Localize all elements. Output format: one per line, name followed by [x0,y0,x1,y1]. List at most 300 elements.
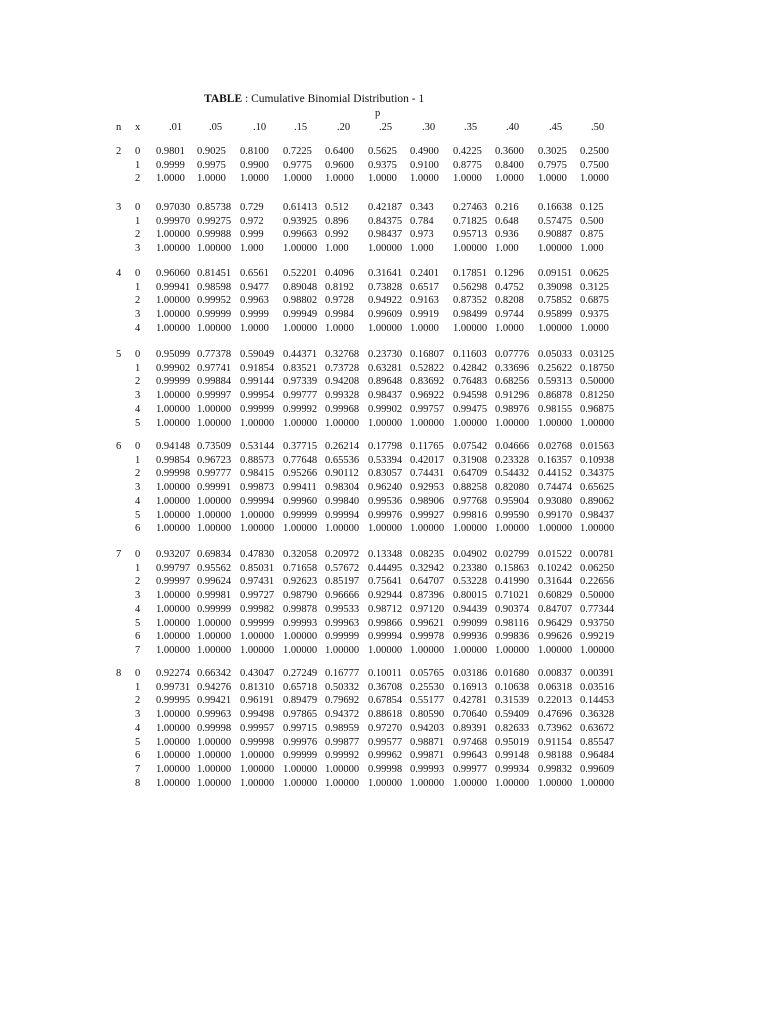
x-value: 8 [135,777,141,789]
x-value: 0 [135,146,141,157]
table-cell: 0.90112 [325,468,359,480]
table-cell: 0.99757 [410,403,445,415]
table-cell: 0.94203 [410,722,445,734]
table-cell: 0.10638 [495,681,530,693]
table-cell: 0.50332 [325,681,360,693]
table-cell: 0.784 [410,215,434,227]
table-cell: 0.9963 [240,295,269,307]
table-cell: 0.99994 [368,631,403,643]
table-cell: 0.973 [410,229,434,241]
table-cell: 0.99999 [197,603,232,615]
table-cell: 0.98976 [495,403,530,415]
table-cell: 0.98437 [368,229,403,241]
table-cell: 0.99941 [156,281,191,293]
table-cell: 0.99998 [240,736,275,748]
table-cell: 0.88573 [240,454,275,466]
table-cell: 0.4900 [410,146,439,157]
n-value: 7 [116,549,122,560]
x-value: 2 [135,376,141,388]
x-value: 0 [135,549,141,560]
table-cell: 1.0000 [453,173,482,185]
table-cell: 0.82633 [495,722,530,734]
table-cell: 0.992 [325,229,349,241]
table-cell: 0.96060 [156,268,191,279]
table-cell: 0.99275 [197,215,232,227]
table-title-label: TABLE [204,93,243,105]
table-cell: 0.972 [240,215,264,227]
header-p-9: .45 [549,122,563,133]
table-cell: 1.00000 [368,644,403,656]
table-cell: 0.81250 [580,390,615,402]
table-cell: 0.97030 [156,202,191,213]
x-value: 4 [135,722,141,734]
table-cell: 0.99866 [368,617,403,629]
table-cell: 0.05033 [538,349,573,360]
table-cell: 0.99873 [240,482,275,494]
table-cell: 0.99976 [283,736,318,748]
table-cell: 0.03516 [580,681,615,693]
table-cell: 0.99411 [283,482,317,494]
table-cell: 0.99988 [197,229,232,241]
table-cell: 0.6517 [410,281,439,293]
table-cell: 1.00000 [156,482,191,494]
table-cell: 1.00000 [580,777,615,789]
table-cell: 0.99902 [368,403,403,415]
table-cell: 0.99836 [495,631,530,643]
table-cell: 0.42781 [453,695,488,707]
table-cell: 0.8192 [325,281,354,293]
table-title-text: : Cumulative Binomial Distribution - 1 [242,93,425,105]
table-cell: 0.73509 [197,441,232,452]
table-cell: 0.99902 [156,362,191,374]
table-cell: 1.00000 [156,403,191,415]
table-cell: 0.9744 [495,309,524,321]
table-cell: 0.77378 [197,349,232,360]
table-cell: 1.00000 [156,590,191,602]
table-cell: 1.00000 [453,777,488,789]
table-cell: 1.00000 [410,417,445,429]
table-cell: 0.01522 [538,549,573,560]
table-cell: 0.80590 [410,709,445,721]
table-cell: 0.875 [580,229,604,241]
table-cell: 0.2500 [580,146,609,157]
table-cell: 0.512 [325,202,349,213]
table-cell: 0.216 [495,202,519,213]
table-cell: 0.05765 [410,668,445,679]
table-cell: 1.00000 [538,417,573,429]
table-cell: 1.00000 [495,523,530,535]
table-cell: 0.96484 [580,750,615,762]
table-cell: 0.99978 [410,631,445,643]
x-value: 7 [135,644,141,656]
x-value: 4 [135,603,141,615]
table-cell: 1.00000 [368,243,403,255]
table-cell: 0.39098 [538,281,573,293]
table-cell: 0.17851 [453,268,488,279]
table-cell: 0.91296 [495,390,530,402]
table-cell: 0.99949 [283,309,318,321]
table-cell: 1.00000 [495,644,530,656]
table-cell: 0.98871 [410,736,445,748]
table-cell: 1.00000 [156,390,191,402]
table-cell: 0.59049 [240,349,275,360]
table-cell: 0.99643 [453,750,488,762]
table-cell: 1.00000 [156,523,191,535]
table-cell: 0.8100 [240,146,269,157]
table-cell: 0.99993 [283,617,318,629]
table-cell: 1.00000 [156,603,191,615]
table-cell: 0.22013 [538,695,573,707]
table-cell: 0.92623 [283,576,318,588]
table-cell: 0.89048 [283,281,318,293]
table-cell: 0.9900 [240,159,269,171]
table-cell: 0.87396 [410,590,445,602]
table-cell: 0.9919 [410,309,439,321]
table-cell: 0.71825 [453,215,488,227]
table-cell: 0.47830 [240,549,275,560]
table-cell: 1.00000 [325,777,360,789]
n-value: 4 [116,268,122,279]
table-cell: 1.0000 [495,322,524,334]
table-cell: 0.9984 [325,309,354,321]
table-cell: 0.9999 [156,159,185,171]
table-cell: 0.14453 [580,695,615,707]
table-cell: 0.0625 [580,268,609,279]
table-cell: 1.00000 [197,631,232,643]
table-cell: 0.99977 [453,763,488,775]
table-cell: 0.88618 [368,709,403,721]
table-cell: 0.99952 [197,295,232,307]
table-cell: 0.99960 [283,495,318,507]
table-cell: 0.99998 [368,763,403,775]
table-cell: 0.94148 [156,441,191,452]
table-cell: 0.10938 [580,454,615,466]
table-cell: 0.99994 [325,509,360,521]
table-cell: 1.00000 [240,777,275,789]
table-cell: 0.99609 [580,763,615,775]
table-cell: 0.25622 [538,362,573,374]
table-cell: 0.99878 [283,603,318,615]
header-p-4: .20 [337,122,351,133]
table-cell: 1.00000 [197,322,232,334]
table-cell: 1.00000 [156,495,191,507]
n-value: 8 [116,668,122,679]
table-cell: 0.32768 [325,349,360,360]
table-cell: 1.000 [495,243,519,255]
table-cell: 0.9975 [197,159,226,171]
table-cell: 0.84707 [538,603,573,615]
table-cell: 0.99976 [368,509,403,521]
table-cell: 1.00000 [156,709,191,721]
table-cell: 0.97270 [368,722,403,734]
table-cell: 0.17798 [368,441,403,452]
x-value: 2 [135,173,141,185]
table-cell: 1.00000 [240,631,275,643]
table-cell: 1.0000 [283,173,312,185]
table-cell: 0.16357 [538,454,573,466]
table-cell: 0.44371 [283,349,318,360]
table-cell: 0.85547 [580,736,615,748]
table-cell: 0.6400 [325,146,354,157]
table-cell: 1.00000 [283,777,318,789]
table-cell: 0.71021 [495,590,530,602]
table-cell: 0.99731 [156,681,191,693]
table-cell: 0.96191 [240,695,275,707]
table-cell: 1.00000 [368,777,403,789]
table-cell: 0.8775 [453,159,482,171]
x-value: 2 [135,295,141,307]
table-cell: 1.00000 [156,750,191,762]
table-cell: 0.23380 [453,562,488,574]
table-cell: 0.9375 [580,309,609,321]
table-cell: 1.00000 [580,523,615,535]
table-cell: 0.99797 [156,562,191,574]
table-cell: 0.60829 [538,590,573,602]
table-cell: 0.94439 [453,603,488,615]
x-value: 3 [135,309,141,321]
table-cell: 0.96875 [580,403,615,415]
table-cell: 1.00000 [156,722,191,734]
table-cell: 0.729 [240,202,264,213]
table-cell: 0.16638 [538,202,573,213]
table-cell: 0.75641 [368,576,403,588]
table-cell: 0.99877 [325,736,360,748]
table-cell: 0.99999 [240,403,275,415]
header-p-10: .50 [591,122,605,133]
table-cell: 0.98304 [325,482,360,494]
table-cell: 1.00000 [197,736,232,748]
table-cell: 0.64709 [453,468,488,480]
table-cell: 0.3125 [580,281,609,293]
table-cell: 1.00000 [325,763,360,775]
table-cell: 0.06250 [580,562,615,574]
table-cell: 1.00000 [410,523,445,535]
table-cell: 0.98598 [197,281,232,293]
x-value: 1 [135,562,141,574]
table-cell: 1.00000 [240,750,275,762]
table-cell: 0.56298 [453,281,488,293]
table-cell: 0.92274 [156,668,191,679]
table-cell: 0.7225 [283,146,312,157]
table-cell: 0.27463 [453,202,488,213]
table-cell: 0.59313 [538,376,573,388]
table-cell: 0.75852 [538,295,573,307]
x-value: 0 [135,668,141,679]
table-cell: 0.99148 [495,750,530,762]
table-cell: 0.125 [580,202,604,213]
x-value: 1 [135,454,141,466]
x-value: 5 [135,509,141,521]
table-cell: 0.99144 [240,376,275,388]
table-cell: 0.99816 [453,509,488,521]
table-cell: 0.06318 [538,681,573,693]
table-cell: 0.99993 [410,763,445,775]
table-cell: 1.00000 [325,417,360,429]
table-cell: 1.00000 [495,417,530,429]
table-cell: 0.4225 [453,146,482,157]
header-p-5: .25 [379,122,393,133]
table-cell: 1.00000 [453,644,488,656]
table-cell: 1.00000 [283,243,318,255]
table-cell: 0.53228 [453,576,488,588]
table-cell: 0.34375 [580,468,615,480]
table-cell: 0.44152 [538,468,573,480]
table-cell: 1.0000 [240,173,269,185]
table-cell: 1.00000 [240,417,275,429]
table-cell: 0.93207 [156,549,191,560]
table-cell: 0.73962 [538,722,573,734]
table-cell: 0.98437 [368,390,403,402]
table-cell: 1.0000 [495,173,524,185]
table-cell: 0.99981 [197,590,232,602]
table-cell: 0.98802 [283,295,318,307]
table-cell: 0.95266 [283,468,318,480]
table-cell: 1.00000 [156,631,191,643]
table-cell: 0.04902 [453,549,488,560]
table-cell: 0.97339 [283,376,318,388]
table-cell: 0.50000 [580,590,615,602]
table-cell: 0.85197 [325,576,360,588]
table-cell: 0.896 [325,215,349,227]
table-cell: 0.77648 [283,454,318,466]
table-cell: 0.97741 [197,362,232,374]
table-cell: 0.74431 [410,468,445,480]
table-cell: 0.32058 [283,549,318,560]
table-cell: 0.03125 [580,349,615,360]
table-cell: 1.00000 [197,403,232,415]
table-cell: 0.95904 [495,495,530,507]
table-cell: 0.01680 [495,668,530,679]
table-cell: 0.63281 [368,362,403,374]
table-cell: 1.00000 [156,309,191,321]
table-cell: 0.9999 [240,309,269,321]
table-cell: 1.00000 [197,750,232,762]
table-cell: 0.99963 [197,709,232,721]
table-cell: 0.99715 [283,722,318,734]
table-cell: 1.00000 [368,523,403,535]
table-cell: 0.99871 [410,750,445,762]
table-cell: 0.57475 [538,215,573,227]
table-cell: 1.00000 [197,509,232,521]
table-cell: 0.89648 [368,376,403,388]
table-cell: 0.00837 [538,668,573,679]
table-cell: 0.99934 [495,763,530,775]
table-cell: 0.99536 [368,495,403,507]
table-cell: 0.9477 [240,281,269,293]
table-cell: 0.65625 [580,482,615,494]
table-cell: 0.98712 [368,603,403,615]
table-cell: 0.98790 [283,590,318,602]
table-cell: 0.9375 [368,159,397,171]
table-cell: 0.99884 [197,376,232,388]
table-cell: 0.42842 [453,362,488,374]
table-cell: 0.43047 [240,668,275,679]
table-cell: 1.00000 [197,523,232,535]
table-cell: 1.00000 [283,322,318,334]
table-cell: 0.92953 [410,482,445,494]
table-cell: 0.65536 [325,454,360,466]
n-value: 6 [116,441,122,452]
header-p-7: .35 [464,122,478,133]
table-cell: 1.00000 [240,523,275,535]
table-cell: 0.61413 [283,202,318,213]
table-cell: 0.99621 [410,617,445,629]
table-cell: 0.95713 [453,229,488,241]
x-value: 4 [135,322,141,334]
x-value: 3 [135,243,141,255]
table-cell: 0.93080 [538,495,573,507]
table-cell: 1.00000 [156,243,191,255]
x-value: 1 [135,281,141,293]
x-value: 1 [135,215,141,227]
x-value: 2 [135,576,141,588]
table-cell: 0.99777 [197,468,232,480]
table-cell: 1.00000 [410,644,445,656]
table-cell: 0.98116 [495,617,529,629]
table-cell: 0.99991 [197,482,232,494]
table-cell: 0.3600 [495,146,524,157]
table-cell: 1.000 [325,243,349,255]
table-cell: 0.98959 [325,722,360,734]
table-cell: 1.00000 [283,644,318,656]
table-cell: 1.00000 [197,763,232,775]
table-cell: 0.64707 [410,576,445,588]
table-cell: 0.11765 [410,441,444,452]
table-cell: 1.00000 [538,523,573,535]
table-cell: 0.96429 [538,617,573,629]
table-cell: 0.31908 [453,454,488,466]
table-cell: 0.96240 [368,482,403,494]
table-cell: 0.07542 [453,441,488,452]
x-value: 0 [135,441,141,452]
table-cell: 0.96666 [325,590,360,602]
table-cell: 0.94208 [325,376,360,388]
table-cell: 1.000 [240,243,264,255]
x-value: 5 [135,617,141,629]
table-cell: 0.83521 [283,362,318,374]
table-cell: 1.00000 [495,777,530,789]
table-cell: 0.99170 [538,509,573,521]
table-cell: 0.41990 [495,576,530,588]
table-cell: 0.52201 [283,268,318,279]
table-cell: 0.74474 [538,482,573,494]
table-cell: 0.9600 [325,159,354,171]
table-cell: 0.98906 [410,495,445,507]
table-cell: 1.00000 [453,322,488,334]
x-value: 0 [135,268,141,279]
table-cell: 0.99998 [197,722,232,734]
x-value: 4 [135,495,141,507]
header-n: n [116,122,122,133]
table-cell: 0.33696 [495,362,530,374]
table-cell: 0.00781 [580,549,615,560]
table-cell: 0.90887 [538,229,573,241]
table-cell: 1.00000 [197,644,232,656]
table-cell: 1.0000 [410,322,439,334]
table-cell: 0.99999 [283,509,318,521]
table-cell: 0.89062 [580,495,615,507]
table-cell: 0.9801 [156,146,185,157]
table-cell: 0.22656 [580,576,615,588]
table-cell: 0.37715 [283,441,318,452]
table-cell: 0.91154 [538,736,572,748]
table-cell: 0.57672 [325,562,360,574]
table-cell: 0.99997 [156,576,191,588]
table-cell: 1.00000 [197,417,232,429]
p-axis-label: p [375,108,381,119]
table-cell: 0.99999 [283,750,318,762]
table-cell: 0.2401 [410,268,439,279]
